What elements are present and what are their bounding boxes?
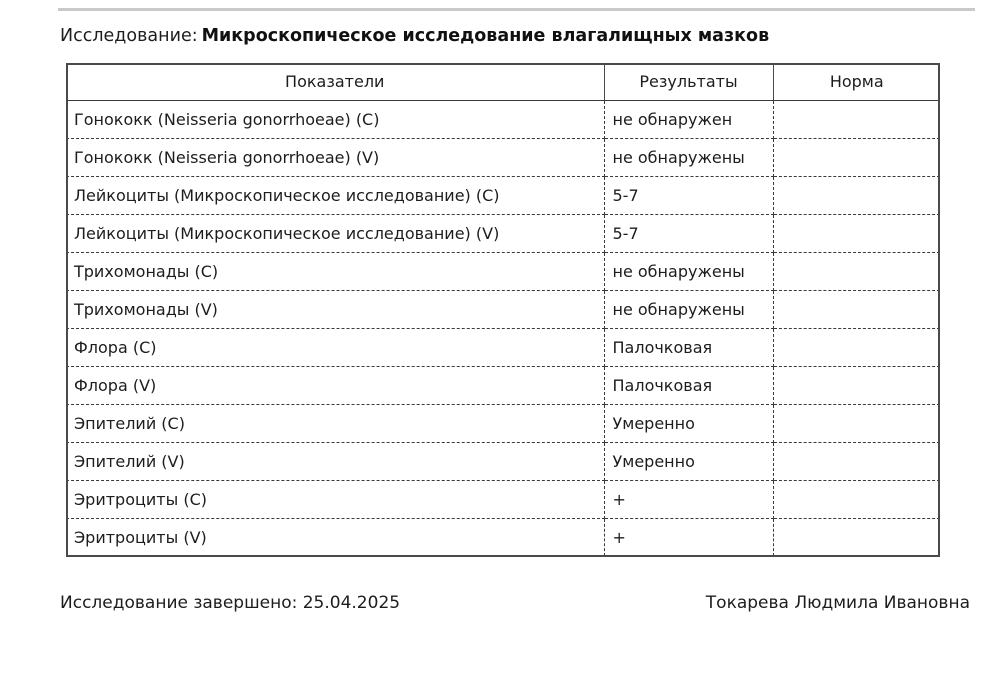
cell-indicator: Трихомонады (V)	[66, 290, 604, 328]
column-header-norm: Норма	[773, 63, 940, 100]
study-label: Исследование:	[60, 26, 198, 46]
page-title: Микроскопическое исследование влагалищных мазков	[201, 26, 770, 46]
table-row	[66, 366, 940, 404]
cell-indicator: Эпителий (C)	[66, 404, 604, 442]
cell-result: Умеренно	[604, 442, 773, 480]
report-footer	[60, 592, 970, 614]
table-row	[66, 404, 940, 442]
table-row	[66, 518, 940, 556]
cell-result: не обнаружены	[604, 138, 773, 176]
cell-norm	[773, 176, 940, 214]
cell-indicator: Эритроциты (V)	[66, 518, 604, 556]
table-row	[66, 138, 940, 176]
table-header-row	[66, 63, 940, 100]
cell-result: +	[604, 518, 773, 556]
cell-indicator: Гонококк (Neisseria gonorrhoeae) (V)	[66, 138, 604, 176]
cell-norm	[773, 442, 940, 480]
cell-norm	[773, 518, 940, 556]
cell-indicator: Трихомонады (C)	[66, 252, 604, 290]
cell-indicator: Гонококк (Neisseria gonorrhoeae) (C)	[66, 100, 604, 138]
cell-result: Палочковая	[604, 328, 773, 366]
table-row	[66, 480, 940, 518]
table-row	[66, 252, 940, 290]
cell-norm	[773, 290, 940, 328]
table-row	[66, 442, 940, 480]
cell-indicator: Флора (C)	[66, 328, 604, 366]
table-row	[66, 214, 940, 252]
results-table-body	[66, 100, 940, 556]
table-row	[66, 100, 940, 138]
study-title-line	[60, 25, 769, 47]
cell-indicator: Лейкоциты (Микроскопическое исследование) (V)	[66, 214, 604, 252]
cell-norm	[773, 366, 940, 404]
completion-date: Исследование завершено: 25.04.2025	[60, 593, 401, 613]
cell-result: не обнаружен	[604, 100, 773, 138]
cell-norm	[773, 252, 940, 290]
page-top-divider	[58, 8, 975, 11]
results-table-head	[66, 63, 940, 100]
cell-indicator: Эпителий (V)	[66, 442, 604, 480]
cell-indicator: Флора (V)	[66, 366, 604, 404]
table-row	[66, 328, 940, 366]
cell-indicator: Лейкоциты (Микроскопическое исследование) (C)	[66, 176, 604, 214]
cell-indicator: Эритроциты (C)	[66, 480, 604, 518]
cell-result: Палочковая	[604, 366, 773, 404]
cell-norm	[773, 138, 940, 176]
cell-norm	[773, 214, 940, 252]
cell-result: 5-7	[604, 176, 773, 214]
cell-result: не обнаружены	[604, 290, 773, 328]
cell-result: не обнаружены	[604, 252, 773, 290]
column-header-indicator: Показатели	[66, 63, 604, 100]
table-row	[66, 290, 940, 328]
cell-result: Умеренно	[604, 404, 773, 442]
cell-norm	[773, 100, 940, 138]
column-header-result: Результаты	[604, 63, 773, 100]
results-table	[66, 63, 940, 556]
cell-norm	[773, 328, 940, 366]
doctor-name: Токарева Людмила Ивановна	[705, 593, 970, 613]
cell-result: +	[604, 480, 773, 518]
cell-norm	[773, 404, 940, 442]
cell-norm	[773, 480, 940, 518]
table-row	[66, 176, 940, 214]
cell-result: 5-7	[604, 214, 773, 252]
